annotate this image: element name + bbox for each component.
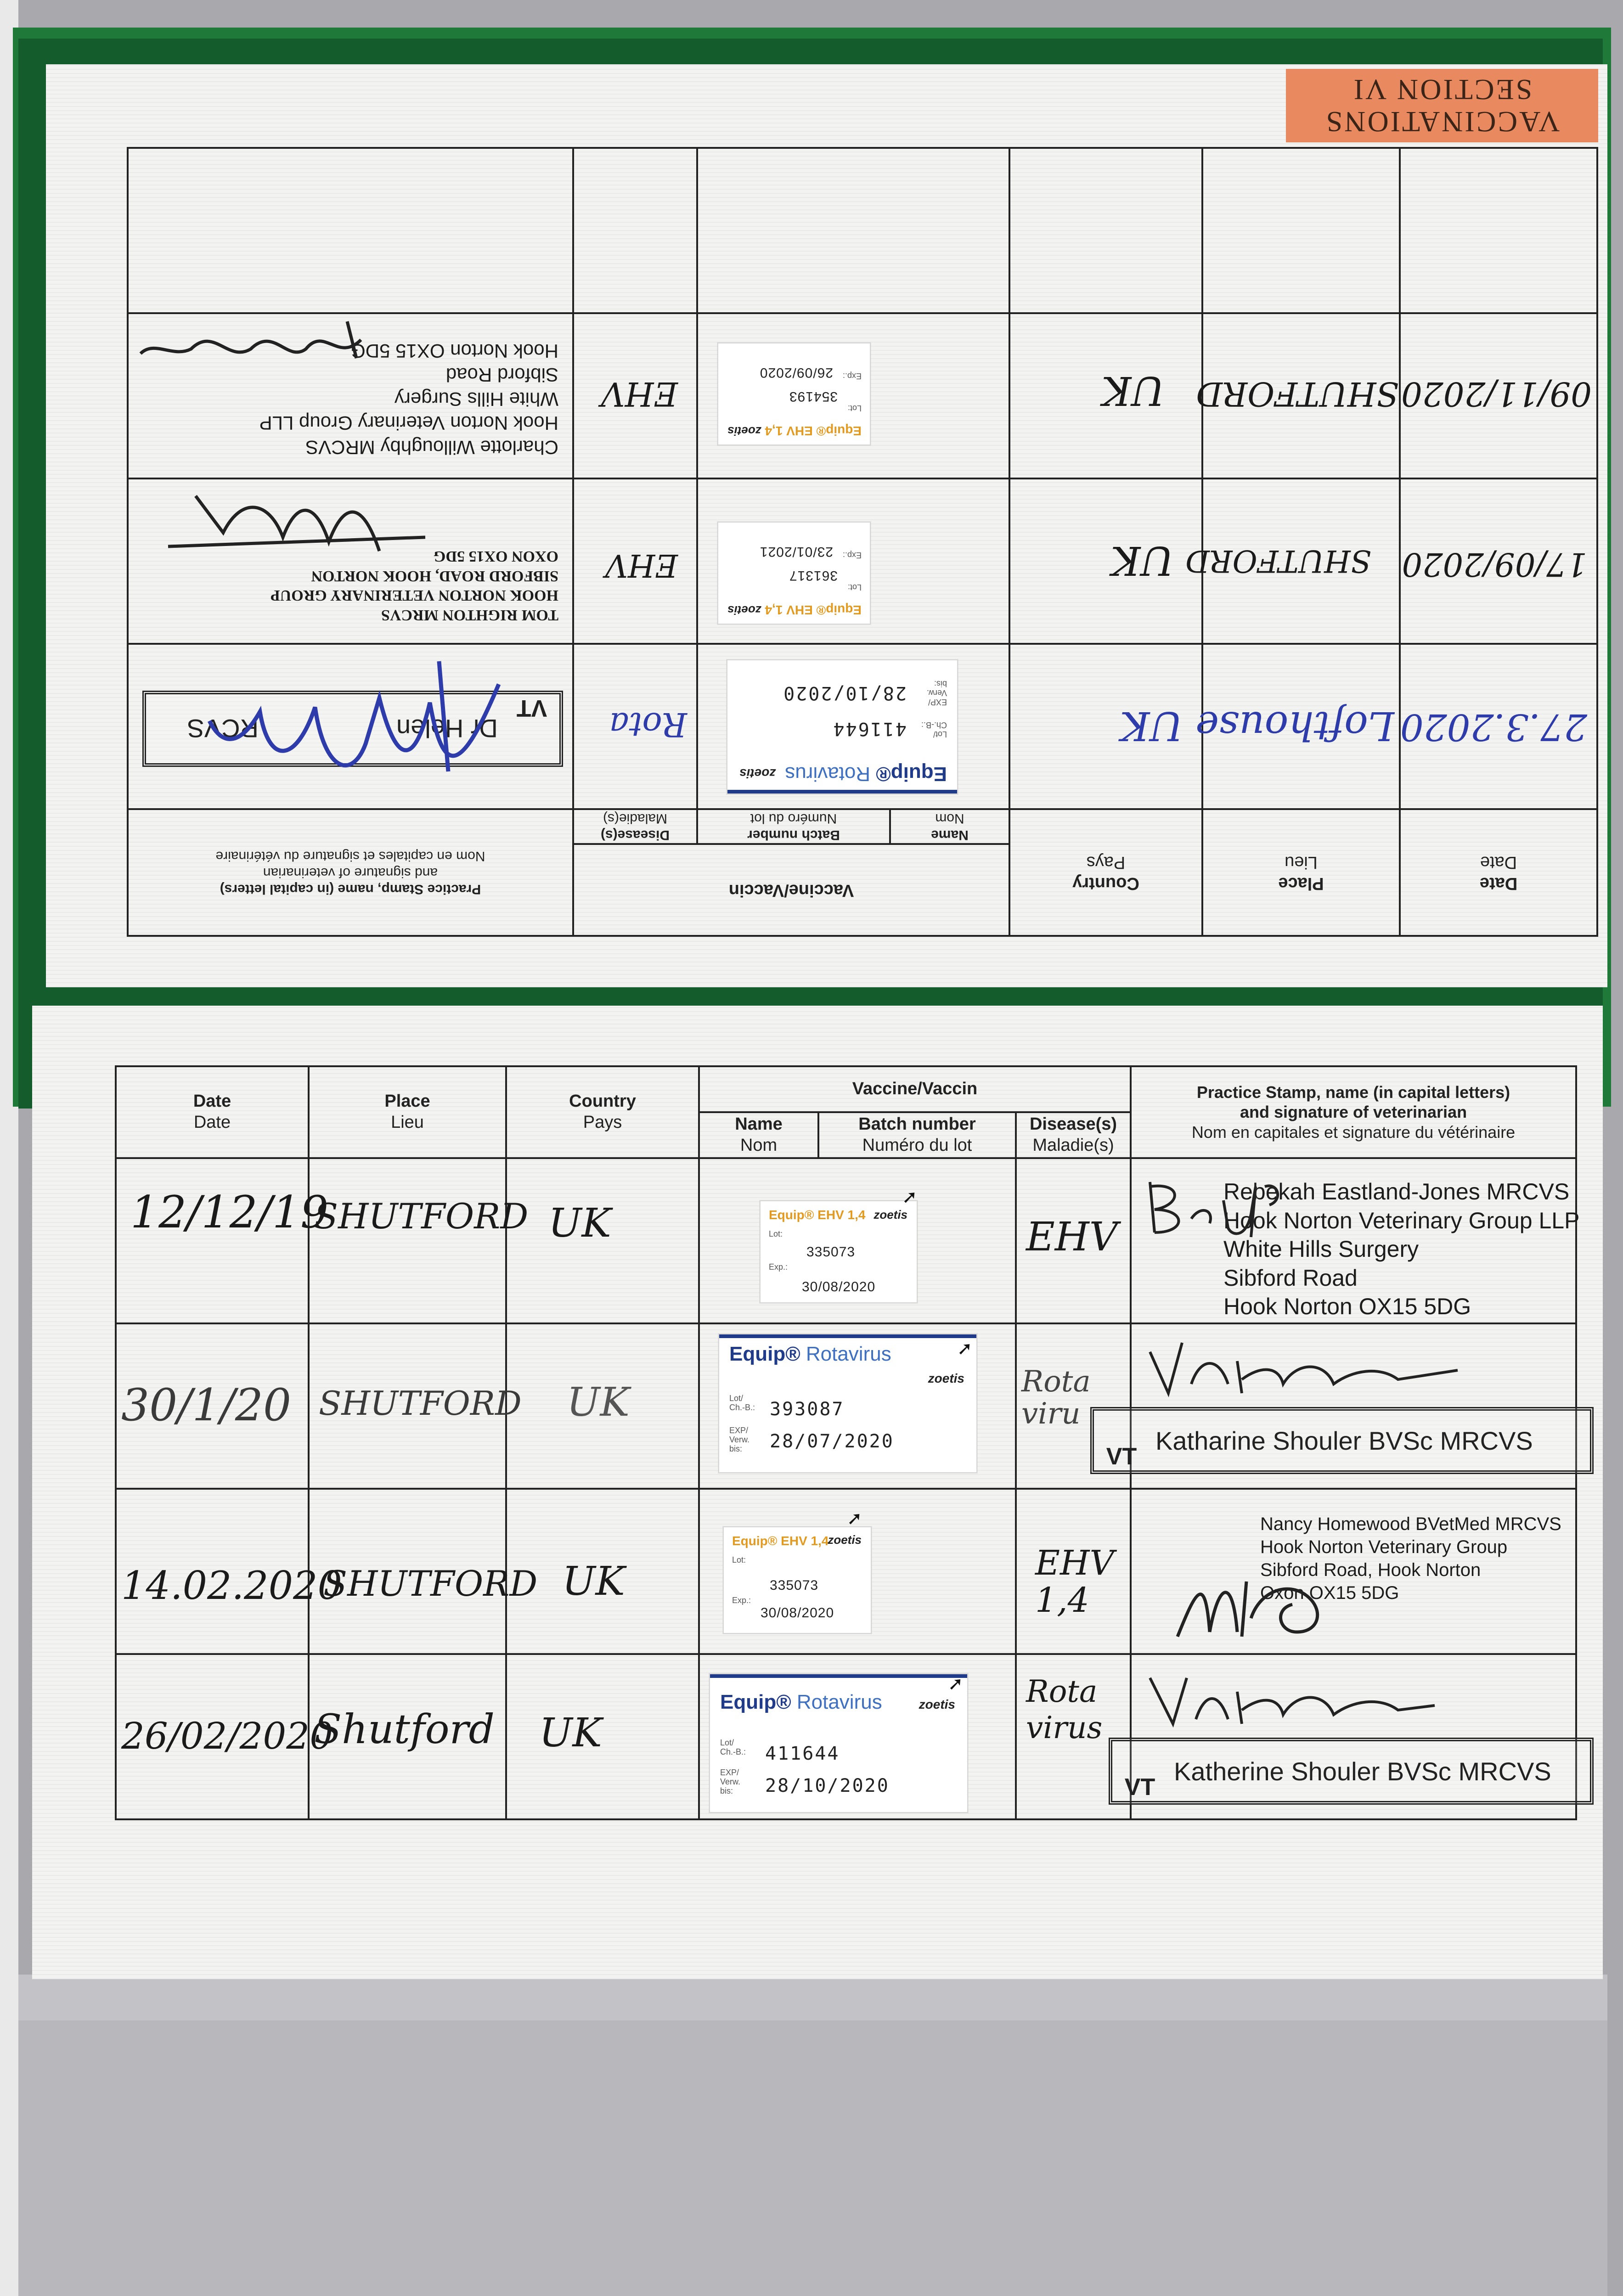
cell-country <box>506 1489 699 1654</box>
upper-country-1: UK <box>1120 703 1183 748</box>
upper-date-3: 09/11/2020 <box>1401 375 1592 413</box>
sticker-maker: zoetis <box>727 603 761 617</box>
signature <box>1141 1664 1462 1728</box>
date-3: 14.02.2020 <box>121 1563 342 1608</box>
sticker-lot: 335073 <box>806 1244 856 1260</box>
upper-cell-sticker <box>697 313 1009 478</box>
upper-row <box>128 478 1597 644</box>
signature <box>1168 1554 1343 1646</box>
sticker-bar <box>719 1334 976 1338</box>
upper-cell-place <box>1196 313 1400 478</box>
sticker-exp-label: Exp.: <box>842 371 862 381</box>
vaccine-sticker <box>723 1526 872 1634</box>
upper-cell-country <box>1009 478 1202 644</box>
vt-logo: VT <box>1124 1774 1155 1801</box>
header-stamp: Practice Stamp, name (in capital letters) and signature of veterinarian Nom en capitales et signature du vétérinaire <box>1131 1066 1576 1158</box>
upper-cell-stamp <box>128 478 573 644</box>
vaccination-row <box>116 1489 1576 1654</box>
cell-place <box>309 1323 522 1489</box>
upper-header-batch: Batch number Numéro du lot <box>697 809 890 844</box>
section-tag <box>1286 69 1598 142</box>
sticker-lot: 361317 <box>789 568 838 583</box>
signature <box>159 487 434 569</box>
country-4: UK <box>539 1710 602 1756</box>
upper-disease-3: EHV <box>601 375 678 413</box>
upper-row <box>128 313 1597 478</box>
header-disease: Disease(s) Maladie(s) <box>1016 1112 1131 1158</box>
place-1: SHUTFORD <box>314 1196 529 1237</box>
sticker-brand: Equip® Rotavirus <box>785 763 947 785</box>
cell-country <box>506 1158 699 1323</box>
vaccine-sticker <box>718 1334 977 1473</box>
sticker-maker: zoetis <box>739 766 776 781</box>
upper-date-2: 17/09/2020 <box>1402 546 1587 583</box>
cell-disease <box>1016 1158 1131 1323</box>
signature <box>136 317 366 367</box>
arrow-icon: ➚ <box>847 1508 862 1529</box>
cell-stamp <box>1131 1489 1576 1654</box>
arrow-icon: ➚ <box>902 1187 918 1207</box>
sticker-lot-label: Lot: <box>769 1229 783 1238</box>
sticker-exp-label: EXP/ Verw. bis: <box>926 679 947 707</box>
upper-cell-stamp <box>128 644 573 809</box>
disease-4: Rota virus <box>1026 1674 1103 1746</box>
upper-cell-country <box>1009 313 1202 478</box>
vt-stamp <box>1090 1407 1594 1474</box>
place-3: SHUTFORD <box>323 1563 538 1604</box>
cell-date <box>116 1489 342 1654</box>
upper-cell-stamp <box>128 313 573 478</box>
upper-cell-place <box>1185 478 1400 644</box>
cell-disease <box>1016 1489 1131 1654</box>
sticker-brand: Equip® EHV 1,4 <box>769 1208 866 1222</box>
cell-place <box>309 1489 538 1654</box>
vt-logo: VT <box>1106 1443 1137 1470</box>
vt-stamp-suffix: RCVS <box>187 714 259 743</box>
sticker-bar <box>727 790 957 793</box>
arrow-icon: ➚ <box>957 1339 973 1359</box>
cell-stamp <box>1131 1158 1580 1323</box>
signature <box>1141 1334 1462 1398</box>
vaccine-sticker <box>717 343 871 445</box>
country-2: UK <box>567 1379 630 1425</box>
sticker-bar <box>710 1674 967 1678</box>
cell-stamp <box>1106 1323 1576 1489</box>
sticker-exp: 30/08/2020 <box>802 1279 876 1294</box>
header-country: Country Pays <box>506 1066 699 1158</box>
header-date: Date Date <box>116 1066 309 1158</box>
disease-3: EHV 1,4 <box>1035 1543 1114 1621</box>
upper-cell-sticker <box>697 644 1009 809</box>
cell-place <box>309 1158 529 1323</box>
signature <box>196 652 517 799</box>
upper-cell-date <box>1400 644 1597 809</box>
upper-cell-place <box>1195 644 1400 809</box>
upper-row-empty <box>128 148 1597 313</box>
vaccination-row <box>116 1654 1576 1819</box>
sticker-maker: zoetis <box>873 1208 907 1221</box>
cell-date <box>116 1158 329 1323</box>
sticker-exp: 30/08/2020 <box>761 1605 834 1621</box>
vet-stamp: Nancy Homewood BVetMed MRCVS Hook Norton Veterinary Group Sibford Road, Hook Norton Oxon OX15 5DG <box>1260 1514 1561 1603</box>
vet-stamp: TOM RIGHTON MRCVS HOOK NORTON VETERINARY GROUP SIBFORD ROAD, HOOK NORTON OXON OX15 5DG <box>270 548 558 624</box>
date-2: 30/1/20 <box>121 1379 292 1431</box>
sticker-brand: Equip® Rotavirus <box>729 1343 891 1365</box>
disease-1: EHV <box>1026 1214 1118 1260</box>
upper-vaccination-table <box>127 147 1598 937</box>
vt-stamp <box>1109 1738 1594 1805</box>
upper-place-1: Lofthouse <box>1195 703 1394 748</box>
sticker-exp-label: Exp.: <box>769 1262 788 1272</box>
disease-2: Rota viru <box>1021 1365 1091 1431</box>
upper-cell-sticker <box>697 478 1009 644</box>
upper-vaccination-table-wrapper <box>129 184 1598 937</box>
header-batch: Batch number Numéro du lot <box>818 1112 1016 1158</box>
upper-cell-disease <box>573 313 697 478</box>
cell-sticker <box>699 1489 1016 1654</box>
vet-stamp: Rebekah Eastland-Jones MRCVS Hook Norton Veterinary Group LLP White Hills Surgery Sibford Road Hook Norton OX15 5DG <box>1223 1179 1580 1319</box>
cell-country <box>506 1654 699 1819</box>
upper-header-disease: Disease(s) Maladie(s) <box>573 809 697 844</box>
header-place: Place Lieu <box>309 1066 506 1158</box>
sticker-exp: 26/09/2020 <box>759 365 833 380</box>
upper-place-2: SHUTFORD <box>1185 543 1371 579</box>
upper-disease-2: EHV <box>605 547 678 583</box>
sticker-exp: 23/01/2021 <box>759 544 833 559</box>
sticker-brand: Equip® EHV 1,4 <box>765 603 862 617</box>
sticker-exp-label: EXP/ Verw. bis: <box>729 1426 750 1453</box>
vt-logo: VT <box>516 695 547 721</box>
upper-row <box>128 644 1597 809</box>
date-4: 26/02/2020 <box>121 1715 333 1757</box>
vaccine-sticker <box>727 659 958 794</box>
sticker-lot: 411644 <box>765 1743 840 1764</box>
place-2: SHUTFORD <box>319 1384 522 1423</box>
upper-header-stamp: Practice Stamp, name (in capital letters) and signature of veterinarian Nom en capitales et signature du vétérinaire <box>128 809 573 936</box>
sticker-lot: 411644 <box>832 718 907 739</box>
upper-country-2: UK <box>1111 537 1174 583</box>
sticker-brand: Equip® Rotavirus <box>720 1691 882 1713</box>
cell-sticker <box>699 1323 1016 1489</box>
sticker-exp: 28/07/2020 <box>770 1431 894 1452</box>
sticker-lot-label: Lot: <box>847 583 862 592</box>
sticker-maker: zoetis <box>727 424 761 438</box>
cell-stamp <box>1124 1654 1576 1819</box>
country-1: UK <box>548 1200 611 1246</box>
sticker-exp-label: Exp.: <box>842 551 862 560</box>
vt-stamp-name: Katherine Shouler BVSc MRCVS <box>1174 1756 1551 1786</box>
vt-stamp-name: Dr Helen <box>396 714 498 743</box>
vet-stamp: Charlotte Willoughby MRCVS Hook Norton Veterinary Group LLP White Hills Surgery Sibford Road Hook Norton OX15 5DG <box>259 340 558 458</box>
upper-cell-disease <box>573 478 697 644</box>
sticker-lot-label: Lot: <box>847 404 862 413</box>
signature <box>1141 1168 1288 1242</box>
sticker-lot: 335073 <box>770 1578 819 1593</box>
cell-sticker <box>699 1654 1016 1819</box>
sticker-lot-label: Lot/ Ch.-B.: <box>729 1394 755 1412</box>
lower-vaccination-table <box>115 1065 1580 1820</box>
scanner-bed-lower <box>18 2020 1607 2296</box>
sticker-brand: Equip® EHV 1,4 <box>732 1534 829 1548</box>
upper-cell-date <box>1400 313 1597 478</box>
upper-header-vaccine: Vaccine/Vaccin <box>573 844 1009 936</box>
upper-cell-country <box>1009 644 1202 809</box>
vt-stamp-name: Katharine Shouler BVSc MRCVS <box>1155 1426 1533 1455</box>
upper-header-country: Country Pays <box>1009 809 1202 936</box>
sticker-lot: 354193 <box>789 389 838 404</box>
upper-place-3: SHUTFORD <box>1196 375 1399 413</box>
cell-country <box>506 1323 699 1489</box>
vaccine-sticker <box>709 1673 968 1813</box>
sticker-lot: 393087 <box>770 1399 845 1420</box>
cell-place <box>309 1654 506 1819</box>
date-1: 12/12/19 <box>130 1187 329 1238</box>
country-3: UK <box>562 1559 625 1604</box>
vaccination-row <box>116 1323 1576 1489</box>
upper-disease-1: Rota <box>609 705 687 744</box>
sticker-lot-label: Lot/ Ch.-B.: <box>720 1738 746 1756</box>
section-tag-line1: VACCINATIONS <box>1324 106 1560 139</box>
sticker-maker: zoetis <box>919 1697 955 1711</box>
vaccine-sticker <box>760 1200 918 1303</box>
cell-date <box>116 1323 309 1489</box>
header-vaccine: Vaccine/Vaccin <box>699 1066 1131 1112</box>
upper-date-1: 27.3.2020 <box>1400 706 1587 748</box>
sticker-exp: 28/10/2020 <box>765 1775 890 1796</box>
upper-header-date: Date Date <box>1400 809 1597 936</box>
sticker-maker: zoetis <box>928 1371 964 1385</box>
sticker-exp-label: EXP/ Verw. bis: <box>720 1768 741 1795</box>
vaccine-sticker <box>717 522 871 625</box>
place-4: Shutford <box>314 1705 495 1753</box>
upper-header-name: Name Nom <box>890 809 1009 844</box>
sticker-brand: Equip® EHV 1,4 <box>765 424 862 438</box>
sticker-lot-label: Lot: <box>732 1555 746 1564</box>
sticker-maker: zoetis <box>828 1533 862 1547</box>
arrow-icon: ➚ <box>948 1674 964 1694</box>
upper-header-place: Place Lieu <box>1202 809 1400 936</box>
cell-date <box>116 1654 333 1819</box>
section-tag-line2: SECTION VI <box>1352 73 1533 106</box>
upper-country-3: UK <box>1102 367 1165 413</box>
upper-cell-date <box>1400 478 1597 644</box>
cell-sticker <box>699 1158 1016 1323</box>
sticker-lot-label: Lot/ Ch.-B.: <box>921 720 947 739</box>
sticker-exp-label: Exp.: <box>732 1596 751 1605</box>
header-name: Name Nom <box>699 1112 818 1158</box>
sticker-exp: 28/10/2020 <box>782 682 907 703</box>
vaccination-row <box>116 1158 1576 1323</box>
upper-cell-disease <box>573 644 697 809</box>
